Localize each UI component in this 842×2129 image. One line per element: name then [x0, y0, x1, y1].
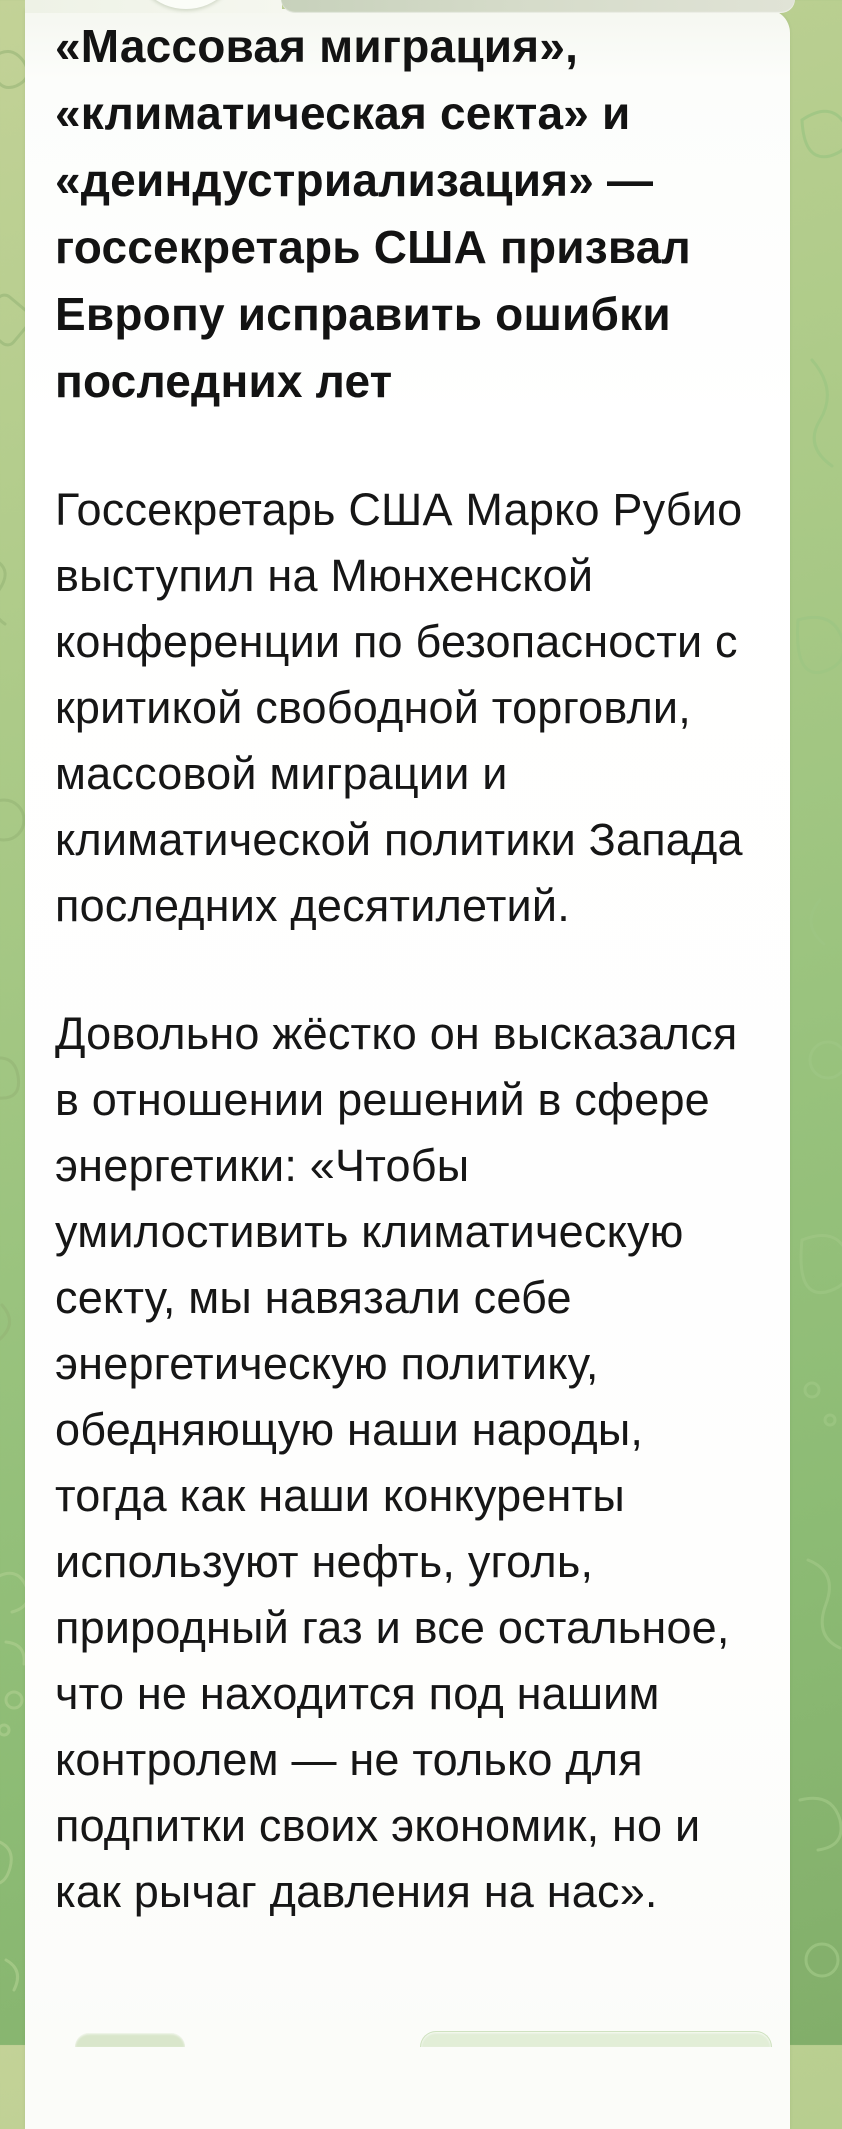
floating-overlay-pill	[281, 0, 795, 13]
message-title: «Массовая миграция», «климатическая секта» и «деиндустриализация» — госсекретарь США призвал Европу исправить ошибки последних лет	[55, 20, 691, 407]
message-paragraph-2: Довольно жёстко он высказался в отношении решений в сфере энергетики: «Чтобы умилостивить климатическую секту, мы навязали себе энергетическую политику, обедняющую наши народы, тогда как наши конкуренты используют нефть, уголь, природный газ и все остальное, что не находится под нашим контролем — не только для подпитки своих экономик, но и как рычаг давления на нас».	[55, 1008, 738, 1917]
message-paragraph-1: Госсекретарь США Марко Рубио выступил на Мюнхенской конференции по безопасности с критикой свободной торговли, массовой миграции и климатической политики Запада последних десятилетий.	[55, 484, 743, 931]
previous-bubble-remnant	[25, 0, 282, 13]
message-bubble[interactable]	[25, 9, 790, 2129]
message-text-block	[25, 9, 790, 1925]
